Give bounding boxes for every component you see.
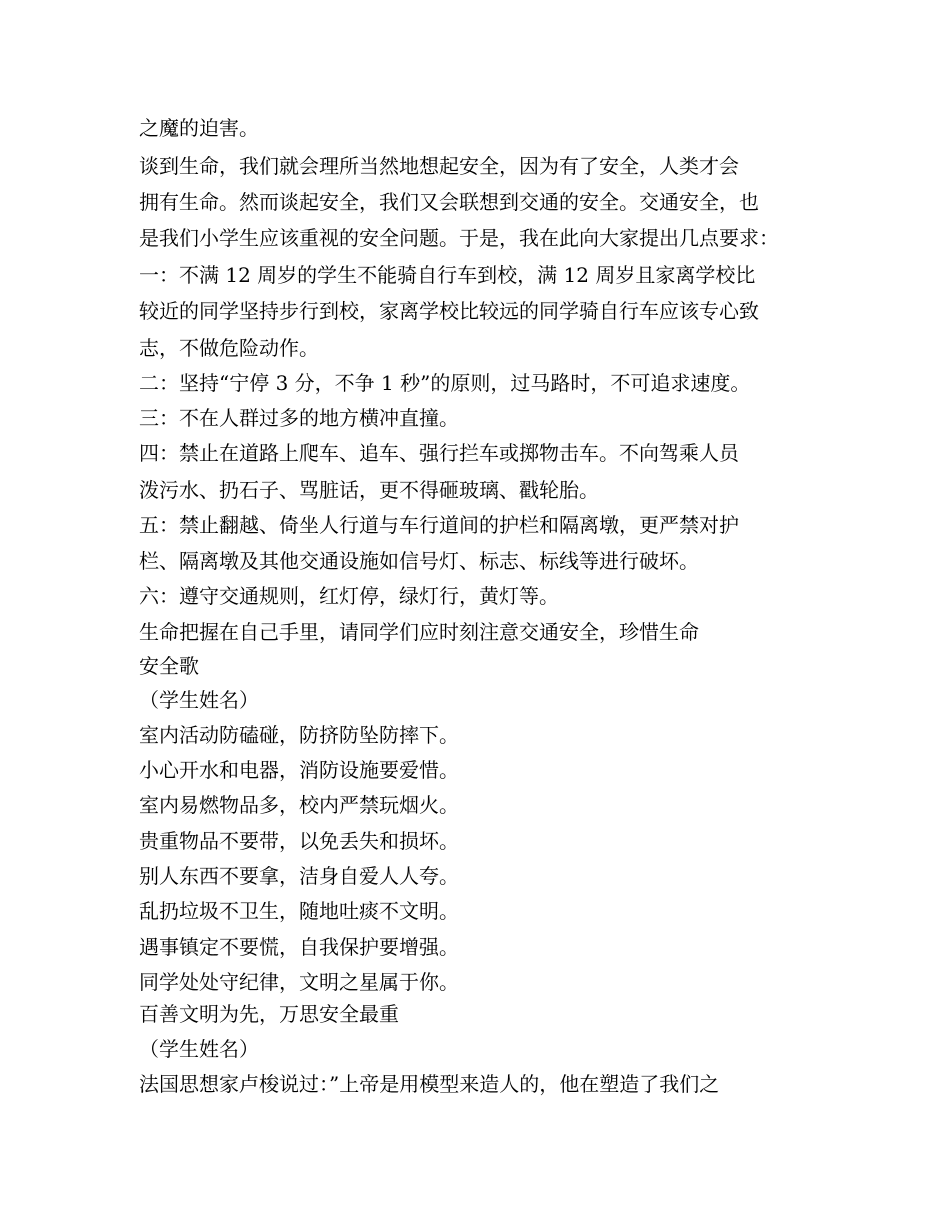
- poem-line: 室内易燃物品多，校内严禁玩烟火。: [139, 793, 459, 817]
- author-placeholder: （学生姓名）: [139, 688, 259, 712]
- text-line: 一：不满 12 周岁的学生不能骑自行车到校，满 12 周岁且家离学校比: [139, 263, 756, 287]
- text-line: 生命把握在自己手里，请同学们应时刻注意交通安全，珍惜生命: [139, 620, 699, 644]
- text-line: 三：不在人群过多的地方横冲直撞。: [139, 406, 459, 430]
- section-title: 百善文明为先，万思安全最重: [139, 1002, 399, 1026]
- text-line: 之魔的迫害。: [139, 116, 259, 140]
- text-line: 六：遵守交通规则，红灯停，绿灯行，黄灯等。: [139, 584, 559, 608]
- text-line: 泼污水、扔石子、骂脏话，更不得砸玻璃、戳轮胎。: [139, 478, 599, 502]
- poem-line: 乱扔垃圾不卫生，随地吐痰不文明。: [139, 899, 459, 923]
- text-line: 五：禁止翻越、倚坐人行道与车行道间的护栏和隔离墩，更严禁对护: [139, 513, 739, 537]
- text-line: 较近的同学坚持步行到校，家离学校比较远的同学骑自行车应该专心致: [139, 299, 759, 323]
- text-line: 谈到生命，我们就会理所当然地想起安全，因为有了安全，人类才会: [139, 154, 739, 178]
- poem-line: 遇事镇定不要慌，自我保护要增强。: [139, 935, 459, 959]
- text-line: 法国思想家卢梭说过：”上帝是用模型来造人的，他在塑造了我们之: [139, 1072, 720, 1096]
- poem-line: 别人东西不要拿，洁身自爱人人夸。: [139, 864, 459, 888]
- author-placeholder: （学生姓名）: [139, 1037, 259, 1061]
- poem-line: 室内活动防磕碰，防挤防坠防摔下。: [139, 723, 459, 747]
- poem-line: 小心开水和电器，消防设施要爱惜。: [139, 758, 459, 782]
- text-line: 志，不做危险动作。: [139, 336, 319, 360]
- text-line: 拥有生命。然而谈起安全，我们又会联想到交通的安全。交通安全，也: [139, 190, 759, 214]
- text-line: 是我们小学生应该重视的安全问题。于是，我在此向大家提出几点要求：: [139, 226, 779, 250]
- text-line: 栏、隔离墩及其他交通设施如信号灯、标志、标线等进行破坏。: [139, 549, 699, 573]
- poem-line: 同学处处守纪律，文明之星属于你。: [139, 970, 459, 994]
- poem-line: 贵重物品不要带，以免丢失和损坏。: [139, 829, 459, 853]
- text-line: 二：坚持“宁停 3 分，不争 1 秒”的原则，过马路时，不可追求速度。: [139, 371, 751, 395]
- section-title: 安全歌: [139, 654, 199, 678]
- text-line: 四：禁止在道路上爬车、追车、强行拦车或掷物击车。不向驾乘人员: [139, 441, 739, 465]
